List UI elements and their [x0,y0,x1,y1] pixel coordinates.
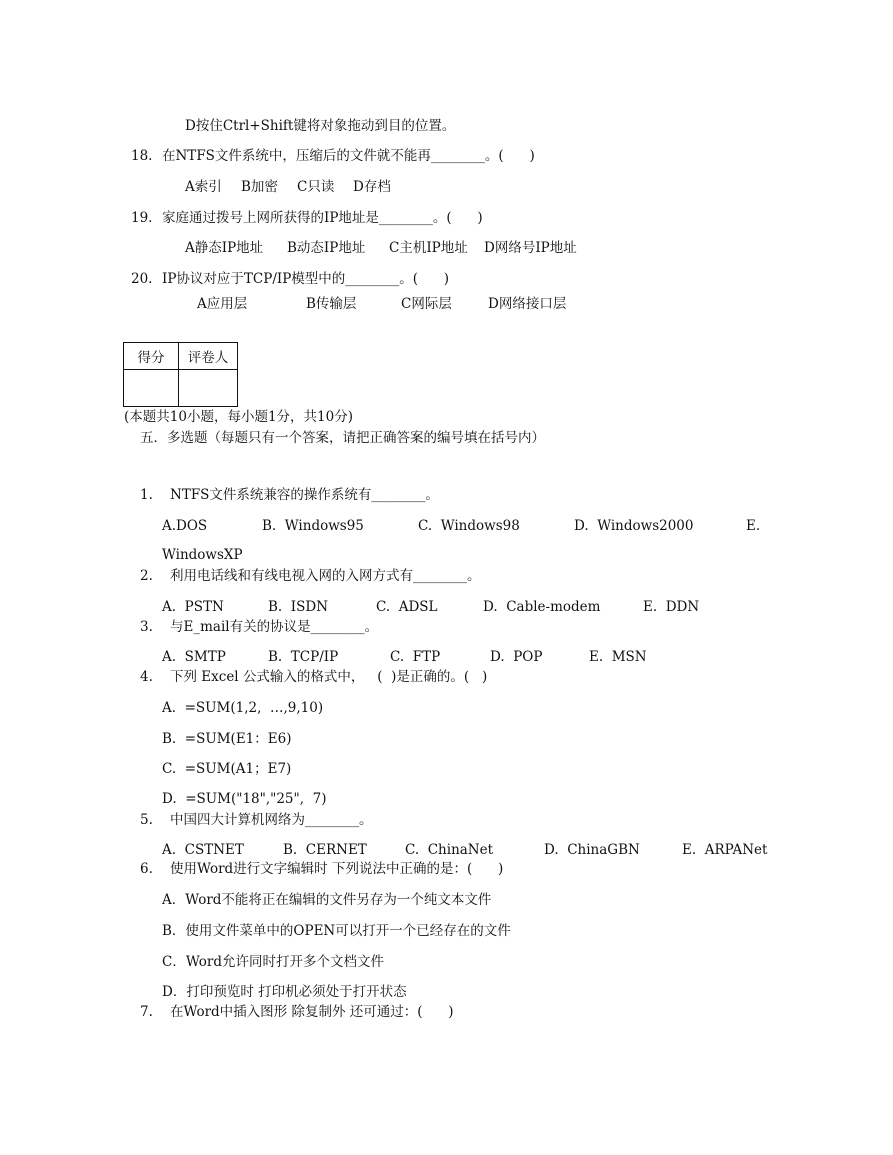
q19-number: 19. [131,210,153,226]
m5-text: 中国四大计算机网络为________。 [170,812,373,828]
m6-option-c: C．Word允许同时打开多个文档文件 [162,954,385,970]
m4-option-a: A. =SUM(1,2, …,9,10) [162,700,324,716]
m5-option-d: D. ChinaGBN [544,842,640,858]
m2-number: 2. [140,568,153,584]
q20-text: IP协议对应于TCP/IP模型中的________。( ) [162,271,450,287]
m3-text: 与E_mail有关的协议是________。 [170,619,379,635]
m6-option-a: A．Word不能将正在编辑的文件另存为一个纯文本文件 [162,892,492,908]
q18-option-d: D存档 [353,179,391,195]
m6-text: 使用Word进行文字编辑时 下列说法中正确的是：( ) [170,861,504,877]
score-table [123,342,238,407]
q20-option-c: C网际层 [401,296,452,312]
q17-option-d: D按住Ctrl+Shift键将对象拖动到目的位置。 [185,118,456,134]
m6-option-b: B．使用文件菜单中的OPEN可以打开一个已经存在的文件 [162,923,511,939]
m2-option-e: E. DDN [643,599,700,615]
grader-header: 评卷人 [179,343,238,370]
m5-option-c: C. ChinaNet [405,842,494,858]
q20-number: 20. [131,271,153,287]
m2-text: 利用电话线和有线电视入网的入网方式有________。 [170,568,481,584]
q19-option-d: D网络号IP地址 [484,240,577,256]
grader-cell[interactable] [179,370,238,407]
q18-option-c: C只读 [297,179,335,195]
m2-option-a: A. PSTN [162,599,224,615]
section5-note: (本题共10小题，每小题1分，共10分) [124,409,353,425]
m5-number: 5. [140,812,153,828]
q18-number: 18. [131,148,153,164]
m1-number: 1. [140,487,153,503]
q18-option-a: A索引 [185,179,222,195]
m3-option-d: D. POP [490,649,543,665]
m2-option-d: D. Cable-modem [483,599,601,615]
m1-text: NTFS文件系统兼容的操作系统有________。 [170,487,439,503]
score-header: 得分 [124,343,179,370]
q18-text: 在NTFS文件系统中，压缩后的文件就不能再________。( ) [162,148,535,164]
m3-option-b: B. TCP/IP [268,649,339,665]
m6-option-d: D．打印预览时 打印机必须处于打开状态 [162,984,407,1000]
q19-option-c: C主机IP地址 [389,240,468,256]
q19-option-b: B动态IP地址 [287,240,366,256]
m1-option-d: D. Windows2000 [574,518,694,534]
score-cell[interactable] [124,370,179,407]
m3-option-a: A. SMTP [162,649,226,665]
m5-option-e: E. ARPANet [682,842,768,858]
m2-option-c: C. ADSL [376,599,438,615]
m6-number: 6. [140,861,153,877]
m4-number: 4. [140,669,153,685]
m3-option-c: C. FTP [390,649,441,665]
m3-option-e: E. MSN [589,649,647,665]
m5-option-b: B. CERNET [283,842,367,858]
q19-text: 家庭通过拨号上网所获得的IP地址是________。( ) [162,210,483,226]
q19-option-a: A静态IP地址 [185,240,264,256]
m7-number: 7. [140,1004,153,1020]
m1-option-c: C. Windows98 [418,518,520,534]
m1-option-e-wrap: WindowsXP [162,547,243,563]
m1-option-a: A.DOS [162,518,208,534]
m4-option-d: D. =SUM("18","25", 7) [162,791,327,807]
m1-option-b: B. Windows95 [262,518,364,534]
q20-option-d: D网络接口层 [488,296,567,312]
q20-option-a: A应用层 [197,296,248,312]
m7-text: 在Word中插入图形 除复制外 还可通过：( ) [170,1004,454,1020]
q18-option-b: B加密 [241,179,278,195]
m3-number: 3. [140,619,153,635]
section5-title: 五．多选题（每题只有一个答案，请把正确答案的编号填在括号内） [140,430,545,446]
m4-option-c: C. =SUM(A1；E7) [162,761,292,777]
m4-option-b: B. =SUM(E1：E6) [162,731,292,747]
m2-option-b: B. ISDN [268,599,329,615]
m1-option-e: E. [746,518,761,534]
m4-text: 下列 Excel 公式输入的格式中， ( )是正确的。( ) [170,669,488,685]
m5-option-a: A. CSTNET [162,842,244,858]
q20-option-b: B传输层 [306,296,357,312]
